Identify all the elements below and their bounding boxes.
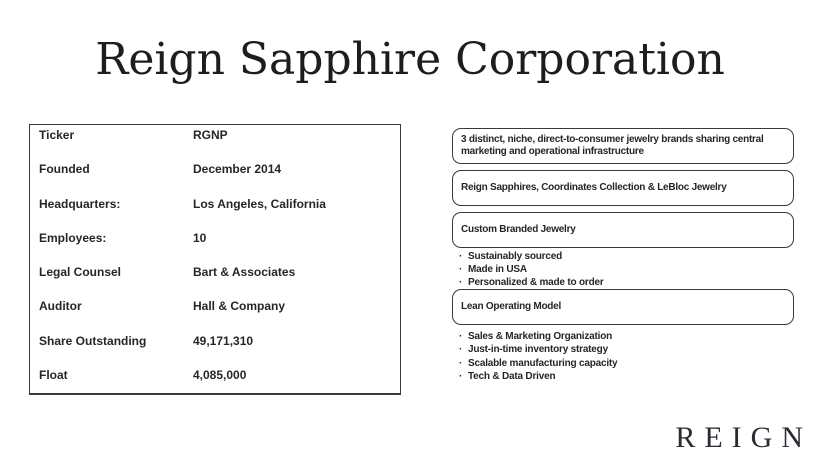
- fact-label: Founded: [39, 162, 90, 177]
- table-row-founded: [30, 163, 400, 176]
- list-item: [459, 330, 794, 343]
- bullet-text: Made in USA: [468, 264, 527, 275]
- fact-label: Auditor: [39, 299, 82, 314]
- fact-value: 49,171,310: [193, 333, 254, 348]
- bullet-icon: ·: [459, 331, 463, 342]
- list-item: [459, 370, 794, 383]
- fact-label: Ticker: [39, 128, 75, 142]
- custom-branded-bullet-list: [452, 250, 794, 289]
- bullet-text: Personalized & made to order: [468, 277, 604, 288]
- brand-logo: REIGN: [675, 421, 812, 454]
- bullet-icon: ·: [459, 357, 463, 369]
- bullet-icon: ·: [459, 277, 463, 288]
- fact-label: Legal Counsel: [39, 265, 122, 280]
- highlight-box-lean-operating-model: [452, 289, 794, 325]
- highlight-text: 3 distinct, niche, direct-to-consumer jewelry brands sharing central marketing and operational infrastructure: [461, 133, 764, 157]
- fact-label: Headquarters:: [39, 196, 121, 211]
- bullet-icon: ·: [459, 344, 463, 356]
- fact-value: 10: [193, 230, 207, 245]
- bullet-text: Just-in-time inventory strategy: [468, 344, 608, 356]
- fact-value: December 2014: [193, 162, 282, 177]
- highlight-box-brands-summary: [452, 128, 794, 164]
- table-row-legal-counsel: [30, 266, 400, 279]
- list-item: [459, 276, 794, 289]
- company-facts-table: [29, 124, 401, 395]
- list-item: [459, 250, 794, 263]
- highlight-box-custom-branded-jewelry: [452, 212, 794, 248]
- list-item: [459, 263, 794, 276]
- lean-model-bullet-list: [452, 330, 794, 384]
- bullet-icon: ·: [459, 251, 463, 262]
- table-row-ticker: [30, 129, 400, 142]
- bullet-icon: ·: [459, 264, 463, 275]
- highlight-text: Custom Branded Jewelry: [461, 223, 576, 235]
- fact-value: Los Angeles, California: [193, 196, 326, 211]
- highlight-box-brand-names: [452, 170, 794, 206]
- list-item: [459, 357, 794, 370]
- table-row-share-outstanding: [30, 335, 400, 348]
- bullet-icon: ·: [459, 371, 463, 383]
- table-row-employees: [30, 232, 400, 245]
- bullet-text: Sales & Marketing Organization: [468, 331, 613, 342]
- fact-value: RGNP: [193, 128, 228, 142]
- bullet-text: Sustainably sourced: [468, 251, 563, 262]
- highlights-panel: [452, 128, 794, 384]
- fact-value: 4,085,000: [193, 367, 247, 382]
- table-row-float: [30, 369, 400, 382]
- fact-label: Float: [39, 367, 68, 382]
- fact-label: Share Outstanding: [39, 333, 147, 348]
- bullet-text: Scalable manufacturing capacity: [468, 357, 618, 369]
- page-title: Reign Sapphire Corporation: [95, 34, 725, 85]
- table-row-auditor: [30, 300, 400, 313]
- list-item: [459, 343, 794, 356]
- table-row-headquarters: [30, 198, 400, 211]
- fact-value: Hall & Company: [193, 299, 286, 314]
- highlight-text: Reign Sapphires, Coordinates Collection & LeBloc Jewelry: [461, 181, 727, 193]
- fact-label: Employees:: [39, 230, 107, 245]
- bullet-text: Tech & Data Driven: [468, 371, 556, 383]
- fact-value: Bart & Associates: [193, 265, 296, 280]
- highlight-text: Lean Operating Model: [461, 300, 562, 312]
